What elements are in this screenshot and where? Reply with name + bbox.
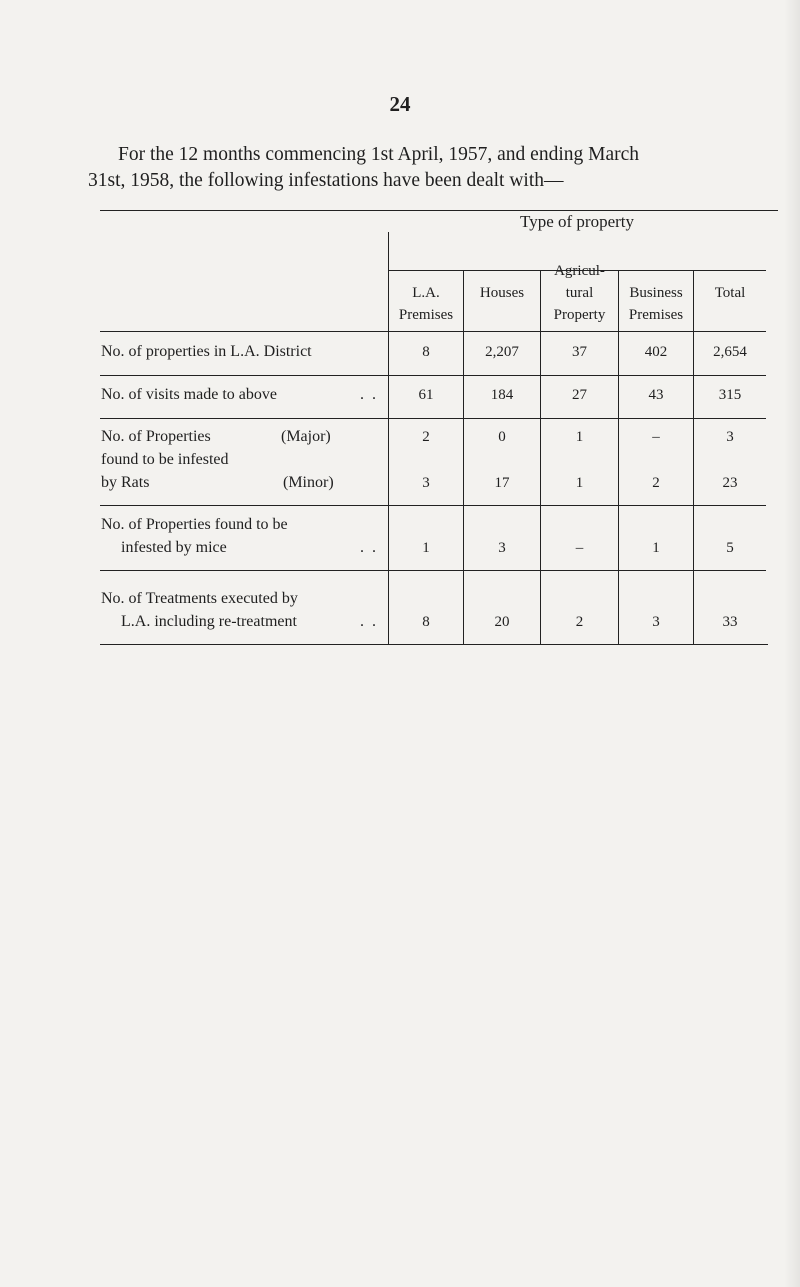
type-of-property-header: Type of property <box>520 212 634 231</box>
table-cell: 8 <box>422 614 430 630</box>
table-cell: 17 <box>494 475 510 491</box>
row-rule-1 <box>100 375 766 376</box>
table-cell: 2 <box>575 614 584 630</box>
table-cell: 5 <box>726 540 734 556</box>
table-cell: 3 <box>422 475 430 491</box>
table-cell: 37 <box>572 344 587 360</box>
table-cell: 8 <box>422 344 430 360</box>
page-number: 24 <box>389 92 411 116</box>
page-edge-shadow <box>784 0 800 1287</box>
column-header-la-premises: L.A. Premises <box>398 285 454 323</box>
table-cell: 2 <box>652 475 660 491</box>
row-label-infested-by-mice-line2: infested by mice <box>121 539 227 556</box>
col-rule-2 <box>463 270 464 644</box>
column-header-agricultural-property: Agricul- tural Property <box>553 263 606 323</box>
col-rule-3 <box>540 270 541 644</box>
column-header-business-premises: Business Premises <box>628 285 684 323</box>
row-label-infested-by-mice-line1: No. of Properties found to be <box>101 516 288 533</box>
table-cell: 20 <box>494 614 510 630</box>
column-header-houses: Houses <box>479 285 525 301</box>
intro-line-1: For the 12 months commencing 1st April, 1957, and ending March <box>118 144 640 165</box>
row-rule-2 <box>100 418 766 419</box>
table-cell: 2,654 <box>713 344 747 360</box>
table-cell: 315 <box>718 387 742 403</box>
leader-dots: . . <box>360 539 378 556</box>
table-cell: 43 <box>648 387 664 403</box>
table-cell: 61 <box>418 387 434 403</box>
leader-dots: . . <box>360 613 378 630</box>
row-label-treatments-line1: No. of Treatments executed by <box>101 590 298 607</box>
row-label-treatments-line2: L.A. including re-treatment <box>121 613 297 630</box>
table-cell: 23 <box>722 475 738 491</box>
row-rule-3 <box>100 505 766 506</box>
table-cell: 2 <box>422 429 430 445</box>
table-cell: 1 <box>575 429 584 445</box>
row-label-infested-by-rats-line3: by Rats <box>101 474 150 491</box>
row-label-visits-made: No. of visits made to above <box>101 386 277 403</box>
table-cell: 33 <box>722 614 738 630</box>
table-cell: – <box>652 429 660 445</box>
table-top-rule <box>100 210 778 211</box>
column-header-total: Total <box>714 285 746 301</box>
table-cell: 402 <box>644 344 668 360</box>
table-cell: 3 <box>652 614 660 630</box>
table-cell: 27 <box>572 387 587 403</box>
table-cell: 3 <box>726 429 734 445</box>
table-cell: 1 <box>652 540 660 556</box>
col-rule-5 <box>693 270 694 644</box>
table-cell: 1 <box>575 475 584 491</box>
table-cell: 184 <box>490 387 514 403</box>
row-label-infested-by-rats-line1: No. of Properties <box>101 428 211 445</box>
header-bottom-rule <box>100 331 766 332</box>
table-cell: – <box>575 540 584 556</box>
table-cell: 3 <box>498 540 506 556</box>
table-bottom-rule <box>100 644 768 645</box>
row-label-properties-in-district: No. of properties in L.A. District <box>101 343 312 360</box>
table-cell: 0 <box>498 429 506 445</box>
table-cell: 2,207 <box>485 344 519 360</box>
row-label-major: (Major) <box>281 428 331 445</box>
row-label-infested-by-rats-line2: found to be infested <box>101 451 229 468</box>
table-cell: 1 <box>422 540 430 556</box>
col-rule-4 <box>618 270 619 644</box>
row-label-minor: (Minor) <box>283 474 334 491</box>
intro-line-2: 31st, 1958, the following infestations have been dealt with— <box>88 170 564 191</box>
leader-dots: . . <box>360 386 378 403</box>
row-rule-4 <box>100 570 766 571</box>
